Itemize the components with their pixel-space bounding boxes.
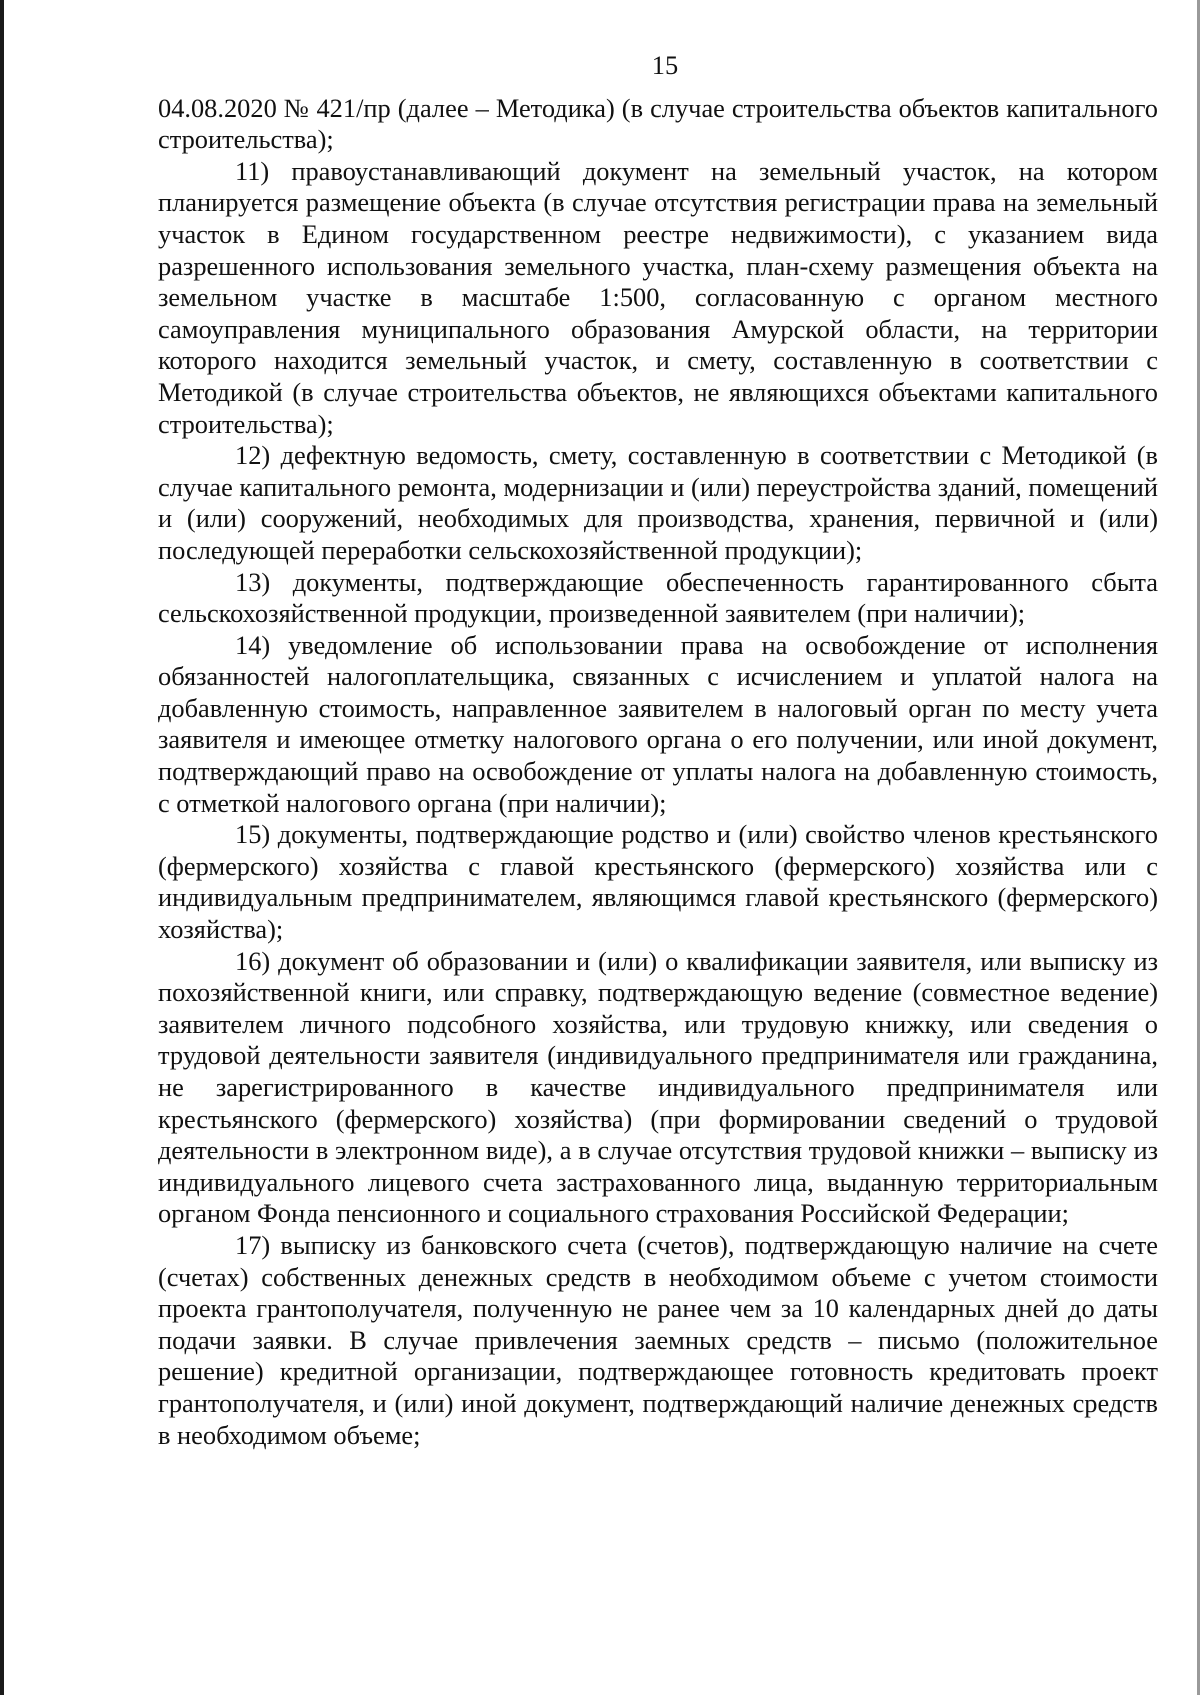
paragraph-item-12: 12) дефектную ведомость, смету, составленную в соответствии с Методикой (в случае капитального ремонта, модернизации и (или) переустройства зданий, помещений и (или) сооружений, необходимых для производства, хранения, первичной и (или) последующей переработки сельскохозяйственной продукции);: [158, 440, 1158, 565]
paragraph-item-11: 11) правоустанавливающий документ на земельный участок, на котором планируется размещение объекта (в случае отсутствия регистрации права на земельный участок в Едином государственном реестре недвижимости), с указанием вида разрешенного использования земельного участка, план-схему размещения объекта на земельном участке в масштабе 1:500, согласованную с органом местного самоуправления муниципального образования Амурской области, на территории которого находится земельный участок, и смету, составленную в соответствии с Методикой (в случае строительства объектов, не являющихся объектами капитального строительства);: [158, 155, 1158, 439]
document-page: [158, 50, 1158, 1451]
page-number: 15: [651, 50, 679, 80]
paragraph-item-16: 16) документ об образовании и (или) о квалификации заявителя, или выписку из похозяйственной книги, или справку, подтверждающую ведение (совместное ведение) заявителем личного подсобного хозяйства, или трудовую книжку, или сведения о трудовой деятельности заявителя (индивидуального предпринимателя или гражданина, не зарегистрированного в качестве индивидуального предпринимателя или крестьянского (фермерского) хозяйства) (при формировании сведений о трудовой деятельности в электронном виде), а в случае отсутствия трудовой книжки – выписку из индивидуального лицевого счета застрахованного лица, выданную территориальным органом Фонда пенсионного и социального страхования Российской Федерации;: [158, 945, 1158, 1229]
paragraph-item-13: 13) документы, подтверждающие обеспеченность гарантированного сбыта сельскохозяйственной продукции, произведенной заявителем (при наличии);: [158, 566, 1158, 629]
scan-edge-left: [0, 0, 4, 1695]
paragraph-item-15: 15) документы, подтверждающие родство и (или) свойство членов крестьянского (фермерского) хозяйства с главой крестьянского (фермерского) хозяйства или с индивидуальным предпринимателем, являющимся главой крестьянского (фермерского) хозяйства);: [158, 819, 1158, 945]
paragraph-continuation: 04.08.2020 № 421/пр (далее – Методика) (в случае строительства объектов капитального строительства);: [158, 92, 1158, 155]
paragraph-item-17: 17) выписку из банковского счета (счетов), подтверждающую наличие на счете (счетах) собственных денежных средств в необходимом объеме с учетом стоимости проекта грантополучателя, полученную не ранее чем за 10 календарных дней до даты подачи заявки. В случае привлечения заемных средств – письмо (положительное решение) кредитной организации, подтверждающее готовность кредитовать проект грантополучателя, и (или) иной документ, подтверждающий наличие денежных средств в необходимом объеме;: [158, 1229, 1158, 1450]
paragraph-item-14: 14) уведомление об использовании права на освобождение от исполнения обязанностей налогоплательщика, связанных с исчислением и уплатой налога на добавленную стоимость, направленное заявителем в налоговый орган по месту учета заявителя и имеющее отметку налогового органа о его получении, или иной документ, подтверждающий право на освобождение от уплаты налога на добавленную стоимость, с отметкой налогового органа (при наличии);: [158, 629, 1158, 818]
